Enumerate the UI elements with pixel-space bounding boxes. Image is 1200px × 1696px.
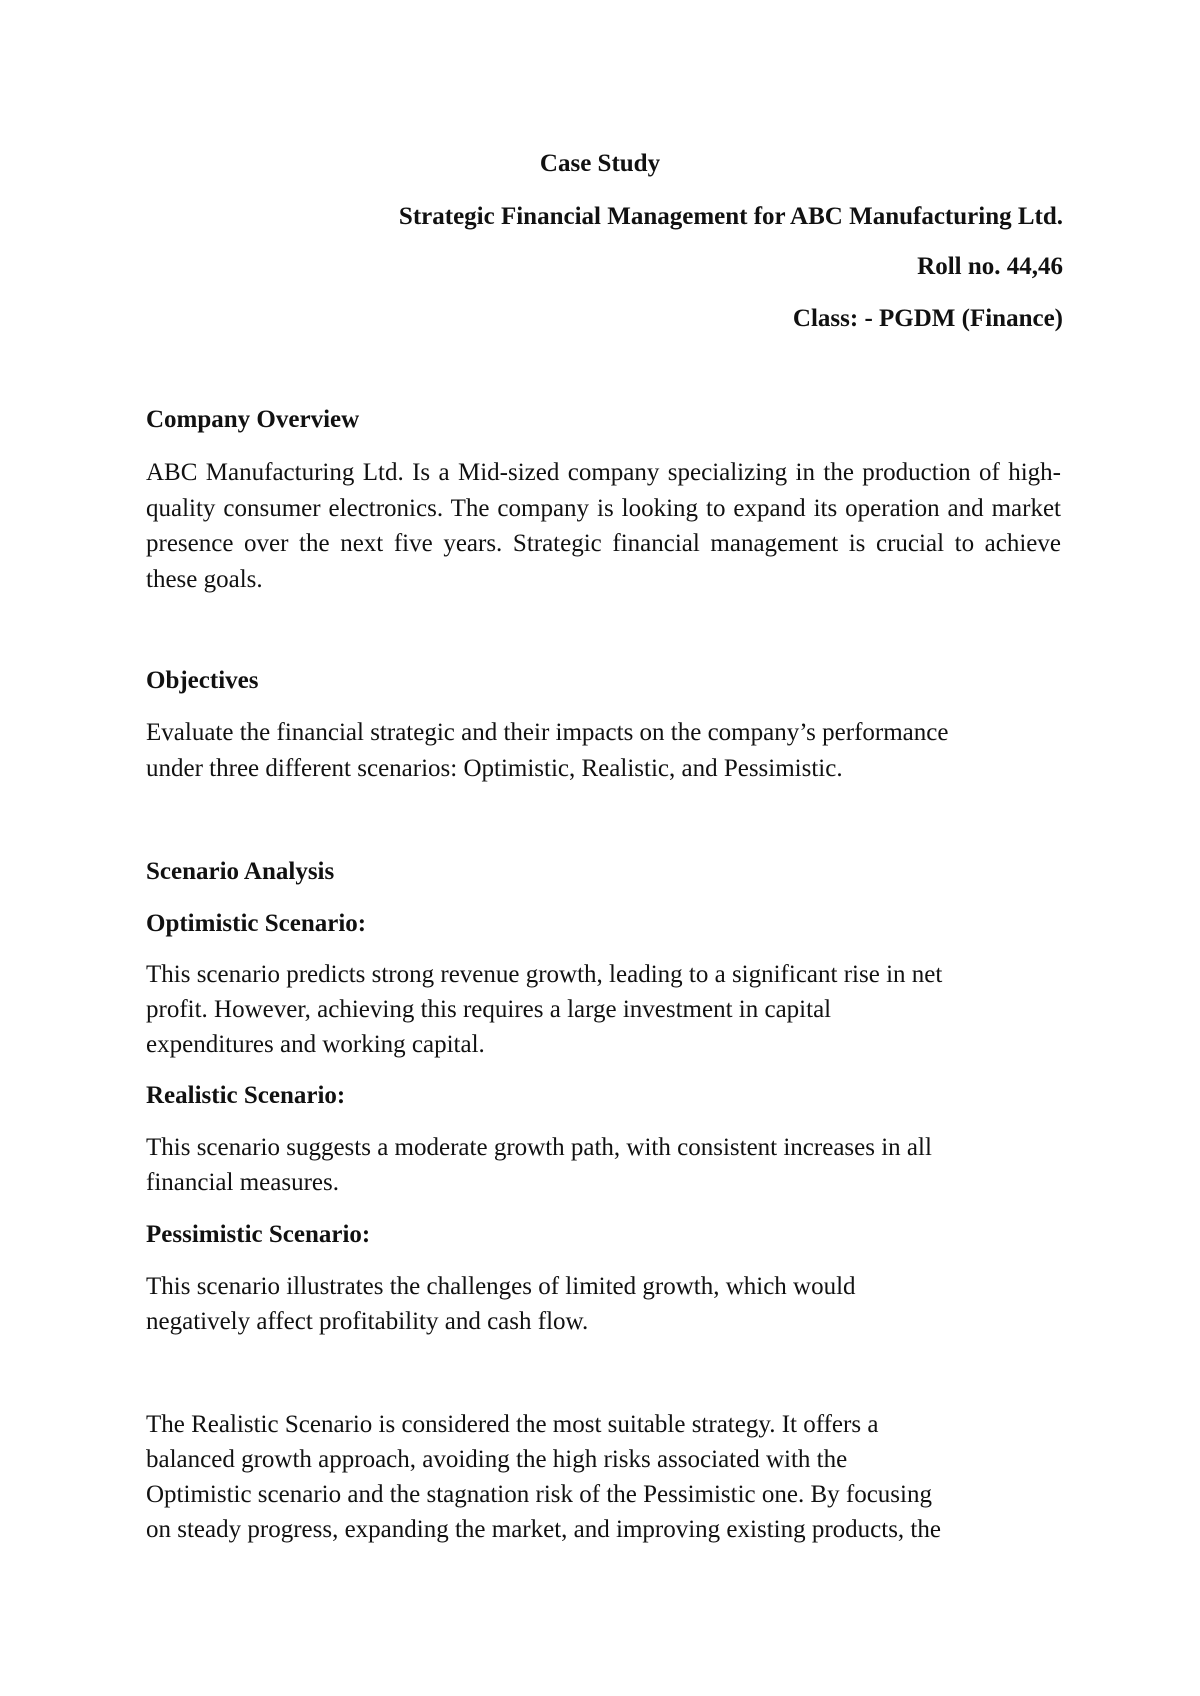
doc-subtitle: Strategic Financial Management for ABC Manufacturing Ltd. [398,203,1063,230]
conclusion-line-2: balanced growth approach, avoiding the high risks associated with the [146,1446,848,1473]
realistic-line-2: financial measures. [146,1169,339,1196]
conclusion-line-3: Optimistic scenario and the stagnation risk of the Pessimistic one. By focusing [146,1481,932,1508]
realistic-line-1: This scenario suggests a moderate growth path, with consistent increases in all [146,1134,932,1161]
pessimistic-heading: Pessimistic Scenario: [146,1221,371,1248]
conclusion-line-4: on steady progress, expanding the market, and improving existing products, the [146,1516,941,1543]
doc-title: Case Study [539,150,661,177]
optimistic-line-2: profit. However, achieving this requires a large investment in capital [146,996,832,1023]
optimistic-heading: Optimistic Scenario: [146,910,367,937]
company-overview-body: ABC Manufacturing Ltd. Is a Mid-sized company specializing in the production of high-quality consumer electronics. The company is looking to expand its operation and market presence over the next five years. Strategic financial management is crucial to achieve these goals. [146,459,1061,593]
scenario-analysis-heading: Scenario Analysis [146,858,335,885]
objectives-heading: Objectives [146,667,259,694]
objectives-line-1: Evaluate the financial strategic and their impacts on the company’s performance [146,719,949,746]
pessimistic-line-2: negatively affect profitability and cash flow. [146,1308,589,1335]
class-label: Class: - PGDM (Finance) [792,305,1063,332]
pessimistic-line-1: This scenario illustrates the challenges of limited growth, which would [146,1273,856,1300]
conclusion-line-1: The Realistic Scenario is considered the most suitable strategy. It offers a [146,1411,879,1438]
objectives-line-2: under three different scenarios: Optimistic, Realistic, and Pessimistic. [146,755,843,782]
roll-number: Roll no. 44,46 [917,253,1063,280]
company-overview-heading: Company Overview [146,406,360,433]
realistic-heading: Realistic Scenario: [146,1082,346,1109]
optimistic-line-3: expenditures and working capital. [146,1031,485,1058]
optimistic-line-1: This scenario predicts strong revenue growth, leading to a significant rise in net [146,961,943,988]
